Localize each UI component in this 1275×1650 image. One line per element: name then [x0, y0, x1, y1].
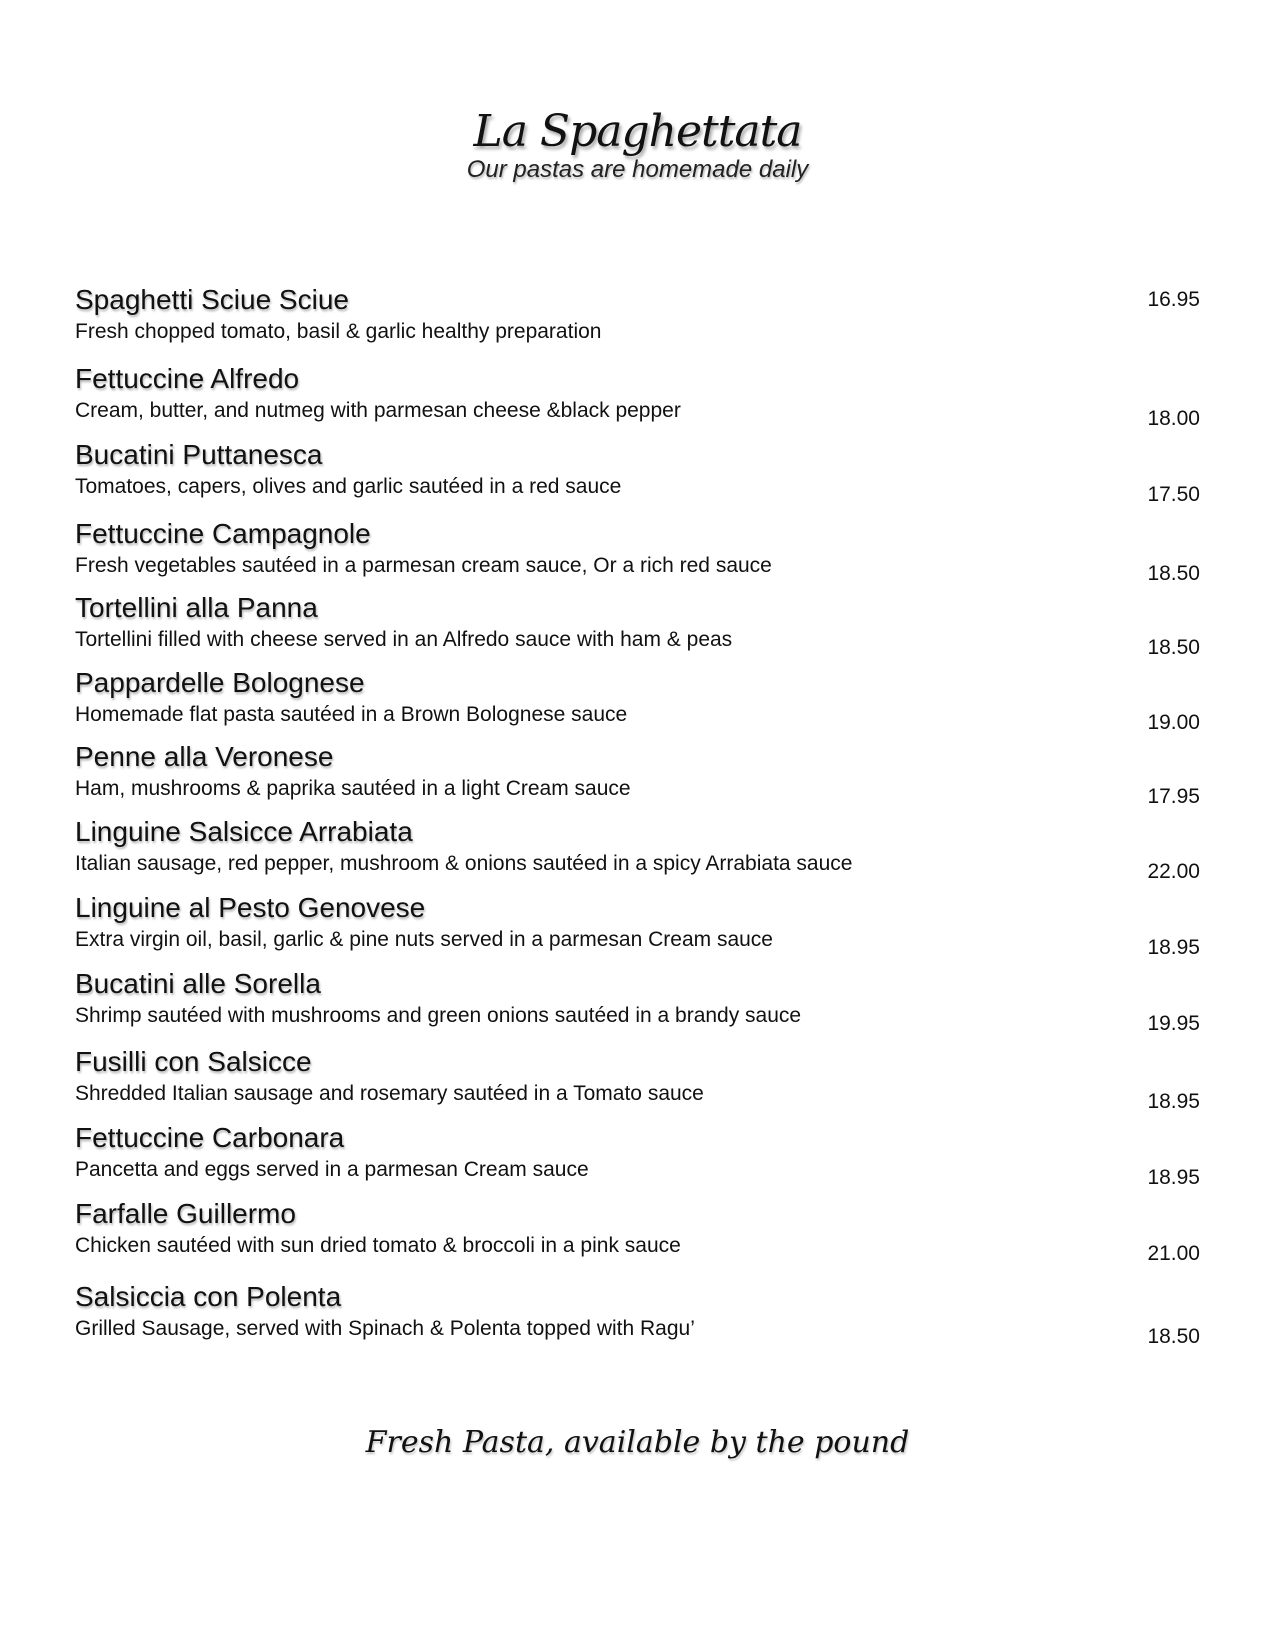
- menu-item-price: 18.50: [1147, 1325, 1200, 1348]
- menu-item-name: Tortellini alla Panna: [75, 592, 318, 623]
- menu-item-name: Bucatini Puttanesca: [75, 439, 323, 470]
- page-subtitle: Our pastas are homemade daily: [466, 156, 809, 183]
- menu-item-description: Extra virgin oil, basil, garlic & pine nuts served in a parmesan Cream sauce: [75, 928, 773, 951]
- menu-item: [75, 740, 1200, 815]
- menu-item-price: 18.50: [1147, 636, 1200, 659]
- menu-item-name: Fettuccine Campagnole: [75, 518, 371, 549]
- menu-item-name: Linguine Salsicce Arrabiata: [75, 816, 413, 847]
- menu-item: [75, 815, 1200, 891]
- menu-item-price: 19.95: [1147, 1012, 1200, 1035]
- menu-item-price: 18.95: [1147, 936, 1200, 959]
- page-title: La Spaghettata: [473, 106, 802, 157]
- menu-item-name: Linguine al Pesto Genovese: [75, 892, 426, 923]
- menu-item-price: 16.95: [1147, 288, 1200, 311]
- menu-item: [75, 1197, 1200, 1280]
- menu-item: [75, 891, 1200, 967]
- menu-item: [75, 1045, 1200, 1121]
- menu-item-name: Fusilli con Salsicce: [75, 1046, 312, 1077]
- menu-item-description: Homemade flat pasta sautéed in a Brown Bolognese sauce: [75, 703, 628, 726]
- menu-item-price: 17.95: [1147, 785, 1200, 808]
- menu-item: [75, 362, 1200, 438]
- menu-item-price: 17.50: [1147, 483, 1200, 506]
- menu-item: [75, 967, 1200, 1045]
- menu-item-description: Ham, mushrooms & paprika sautéed in a light Cream sauce: [75, 777, 631, 800]
- menu-item-name: Fettuccine Alfredo: [75, 363, 300, 394]
- menu-item-name: Salsiccia con Polenta: [75, 1281, 342, 1312]
- menu-item-description: Italian sausage, red pepper, mushroom & onions sautéed in a spicy Arrabiata sauce: [75, 852, 853, 875]
- menu-item-description: Chicken sautéed with sun dried tomato & broccoli in a pink sauce: [75, 1234, 681, 1257]
- menu-item-description: Tomatoes, capers, olives and garlic sautéed in a red sauce: [75, 475, 622, 498]
- menu-item-description: Pancetta and eggs served in a parmesan Cream sauce: [75, 1158, 589, 1181]
- menu-item-description: Fresh vegetables sautéed in a parmesan cream sauce, Or a rich red sauce: [75, 554, 772, 577]
- menu-item: [75, 283, 1200, 362]
- menu-item-description: Fresh chopped tomato, basil & garlic healthy preparation: [75, 320, 602, 343]
- menu-item-name: Farfalle Guillermo: [75, 1198, 296, 1229]
- menu-item-price: 21.00: [1147, 1242, 1200, 1265]
- menu-item-price: 18.00: [1147, 407, 1200, 430]
- menu-item-description: Grilled Sausage, served with Spinach & Polenta topped with Ragu’: [75, 1317, 695, 1340]
- menu-item: [75, 438, 1200, 517]
- pasta-menu-list: [75, 283, 1200, 1359]
- menu-item-price: 18.95: [1147, 1090, 1200, 1113]
- footer-note: Fresh Pasta, available by the pound: [365, 1425, 910, 1460]
- menu-item-name: Fettuccine Carbonara: [75, 1122, 345, 1153]
- menu-item-price: 18.50: [1147, 562, 1200, 585]
- menu-item-name: Penne alla Veronese: [75, 741, 334, 772]
- menu-item-name: Pappardelle Bolognese: [75, 667, 365, 698]
- menu-item: [75, 1280, 1200, 1359]
- menu-item: [75, 591, 1200, 666]
- menu-item-price: 18.95: [1147, 1166, 1200, 1189]
- menu-item-price: 22.00: [1147, 860, 1200, 883]
- menu-item: [75, 666, 1200, 740]
- menu-item-name: Spaghetti Sciue Sciue: [75, 284, 349, 315]
- menu-item-price: 19.00: [1147, 711, 1200, 734]
- menu-item-name: Bucatini alle Sorella: [75, 968, 321, 999]
- menu-item-description: Shrimp sautéed with mushrooms and green onions sautéed in a brandy sauce: [75, 1004, 802, 1027]
- menu-item-description: Cream, butter, and nutmeg with parmesan cheese &black pepper: [75, 399, 681, 422]
- menu-item: [75, 1121, 1200, 1197]
- menu-item: [75, 517, 1200, 591]
- menu-item-description: Shredded Italian sausage and rosemary sautéed in a Tomato sauce: [75, 1082, 704, 1105]
- menu-item-description: Tortellini filled with cheese served in an Alfredo sauce with ham & peas: [75, 628, 733, 651]
- menu-header: [0, 108, 1275, 184]
